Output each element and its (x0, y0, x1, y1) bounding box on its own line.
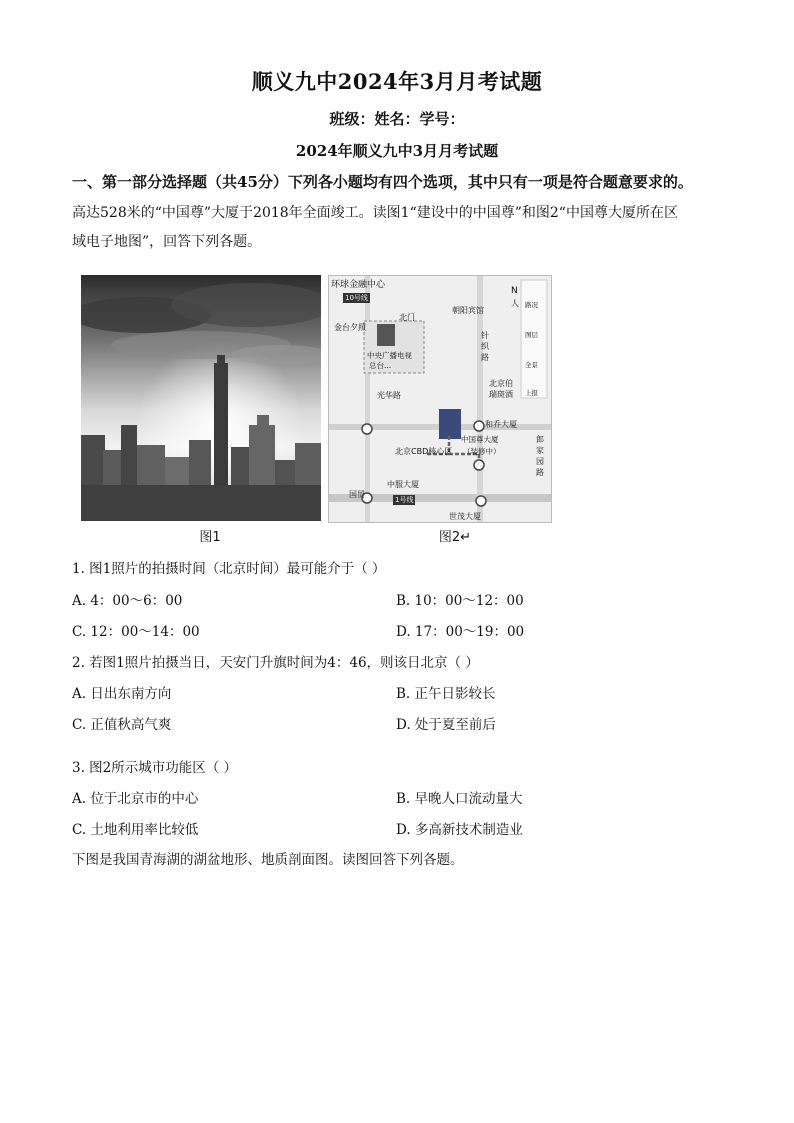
map-label-zhenzhi-3: 路 (481, 353, 489, 362)
question-3-option-d[interactable]: D. 多高新技术制造业 (396, 822, 523, 838)
map-label-beimen: 北门 (399, 313, 415, 322)
map-label-zhongguozun: 中国尊大厦 (461, 435, 499, 444)
map-label-zhenzhi-1: 针 (481, 331, 489, 340)
question-1-option-d[interactable]: D. 17：00～19：00 (396, 624, 525, 640)
map-tool-panorama[interactable]: 全景 (525, 361, 538, 369)
question-1-stem: 1. 图1照片的拍摄时间（北京时间）最可能介于（ ） (72, 561, 386, 577)
map-label-cctv-2: 总台... (369, 361, 392, 370)
map-label-guomao: 国贸 (349, 490, 365, 499)
person-icon: 人 (511, 299, 519, 308)
intro-line-1: 高达528米的“中国尊”大厦于2018年全面竣工。读图1“建设中的中国尊”和图2“中国尊大厦所在区 (72, 205, 678, 221)
skyline-image (81, 275, 321, 521)
compass-north-icon: N (511, 286, 518, 296)
map-label-zhongfu: 中服大厦 (387, 480, 419, 489)
map-label-cbd: 北京CBD核心区 (395, 447, 453, 456)
figure-2-map (328, 275, 552, 523)
question-3-option-a[interactable]: A. 位于北京市的中心 (72, 791, 199, 807)
map-label-beijing-hotel-1: 北京伯 (489, 379, 513, 388)
question-2-option-c[interactable]: C. 正值秋高气爽 (72, 717, 172, 733)
question-1-option-b[interactable]: B. 10：00～12：00 (396, 593, 524, 609)
student-info: 班级：姓名：学号： (329, 110, 465, 128)
figure-1-caption: 图1 (199, 530, 221, 545)
question-1-option-a[interactable]: A. 4：00～6：00 (72, 593, 183, 609)
question-2-stem: 2. 若图1照片拍摄当日，天安门升旗时间为4：46，则该日北京（ ） (72, 655, 479, 671)
page-title: 顺义九中2024年3月月考试题 (251, 69, 543, 94)
map-tool-layers[interactable]: 图层 (525, 331, 538, 339)
map-label-zhenzhi-2: 织 (481, 342, 489, 351)
question-2-option-d[interactable]: D. 处于夏至前后 (396, 717, 496, 733)
map-tool-report[interactable]: 上报 (525, 389, 538, 397)
map-label-zhongguozun-2: （装修中） (463, 447, 501, 456)
question-3-option-b[interactable]: B. 早晚人口流动量大 (396, 791, 523, 807)
figure-2-caption: 图2↵ (438, 530, 472, 545)
question-2-option-b[interactable]: B. 正午日影较长 (396, 686, 496, 702)
question-3-option-c[interactable]: C. 土地利用率比较低 (72, 822, 199, 838)
map-label-jintai: 金台夕照 (334, 323, 366, 332)
map-label-langjia-4: 路 (536, 468, 544, 477)
outro-text: 下图是我国青海湖的湖盆地形、地质剖面图。读图回答下列各题。 (72, 852, 464, 868)
map-tool-traffic[interactable]: 路况 (525, 301, 538, 309)
map-label-guanghua: 光华路 (377, 391, 401, 400)
question-2-option-a[interactable]: A. 日出东南方向 (72, 686, 172, 702)
map-label-line1: 1号线 (395, 496, 414, 504)
question-3-stem: 3. 图2所示城市功能区（ ） (72, 760, 238, 776)
map-label-line10: 10号线 (345, 294, 368, 302)
question-1-option-c[interactable]: C. 12：00～14：00 (72, 624, 200, 640)
map-label-finance-center: 环球金融中心 (331, 280, 386, 290)
map-graphic (329, 276, 551, 522)
map-label-chaoyang-hotel: 朝阳宾馆 (452, 306, 484, 315)
map-label-shimao: 世茂大厦 (449, 512, 481, 521)
section-heading: 一、第一部分选择题（共45分）下列各小题均有四个选项，其中只有一项是符合题意要求的。 (72, 173, 693, 191)
map-label-langjia-2: 家 (536, 446, 544, 455)
map-label-langjia-3: 园 (536, 457, 544, 466)
figure-1-photo (81, 275, 321, 521)
map-label-beijing-hotel-2: 瑞斑酒 (489, 390, 513, 399)
map-label-heqiao: 和乔大厦 (485, 420, 517, 429)
intro-line-2: 域电子地图”，回答下列各题。 (72, 234, 262, 250)
map-label-cctv: 中央广播电视 (367, 351, 412, 360)
exam-subtitle: 2024年顺义九中3月月考试题 (295, 142, 499, 160)
map-label-langjia-1: 郎 (536, 435, 544, 444)
